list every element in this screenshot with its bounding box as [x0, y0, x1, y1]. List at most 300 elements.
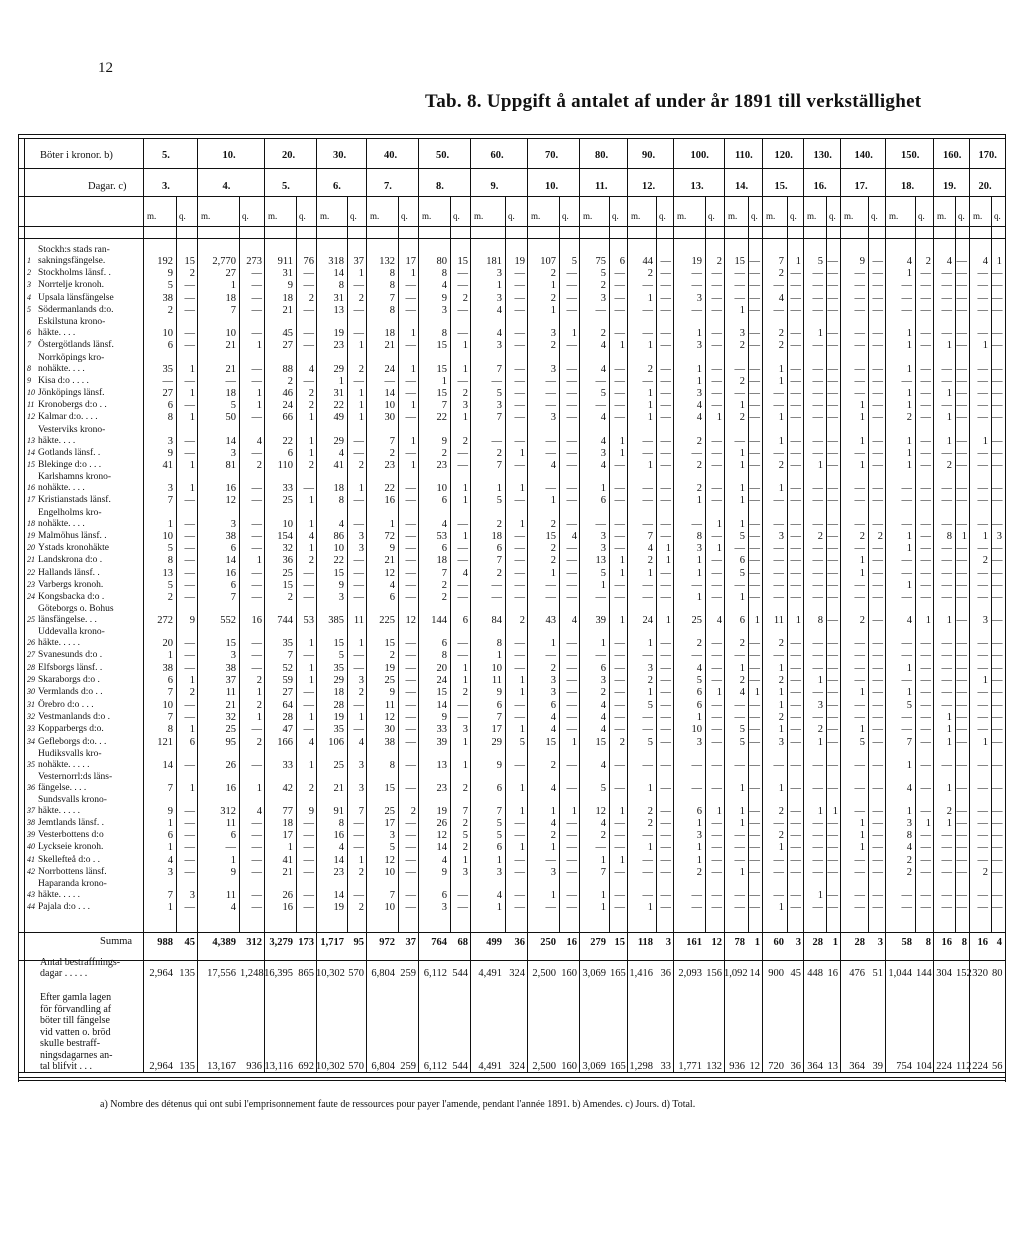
cell-q: 1	[308, 675, 314, 686]
cell-q: —	[790, 842, 801, 854]
bestraffning-q: 14	[749, 968, 760, 979]
cell-q: —	[711, 555, 722, 567]
cell-m: —	[977, 662, 988, 674]
cell-m: 1	[946, 387, 952, 399]
cell-m: 1	[906, 340, 912, 352]
cell-q: 12	[405, 615, 416, 627]
cell-m: 84	[491, 615, 502, 627]
row-label: Örebro d:o . . .	[38, 699, 94, 710]
cell-m: 2	[859, 615, 865, 627]
cell-m: 1	[906, 447, 912, 459]
cell-m: 2	[600, 830, 606, 842]
cell-m: 1	[859, 567, 865, 579]
cell-q: —	[184, 304, 195, 316]
cell-q: —	[711, 902, 722, 914]
cell-m: 4	[906, 256, 912, 267]
row-label-continued: nohäkte. . . .	[38, 518, 85, 529]
cell-q: —	[660, 592, 671, 604]
cell-m: —	[977, 890, 988, 902]
cell-q: —	[827, 699, 838, 711]
cell-q: —	[872, 292, 883, 304]
cell-q: —	[566, 867, 577, 878]
dagar-column-header: 5.	[282, 181, 290, 192]
cell-q: —	[827, 736, 838, 748]
cell-q: —	[956, 662, 967, 674]
cell-m: 1	[906, 400, 912, 412]
cell-m: 2	[496, 447, 502, 459]
bestraffning-label-continued: dagar . . . . .	[40, 968, 88, 979]
cell-m: —	[854, 363, 865, 375]
cell-m: 9	[230, 867, 236, 878]
cell-q: 1	[462, 495, 468, 507]
cell-q: —	[251, 304, 262, 316]
m-subheader: m.	[531, 211, 541, 221]
cell-m: 1	[946, 615, 952, 627]
row-label: Gotlands länsf. .	[38, 447, 101, 458]
cell-m: 1	[739, 460, 745, 471]
cell-q: —	[614, 268, 625, 279]
cell-m: 72	[384, 530, 395, 542]
cell-q: —	[711, 736, 722, 748]
cell-q: —	[514, 817, 525, 829]
cell-m: 8	[338, 280, 344, 292]
cell-m: —	[812, 854, 823, 866]
cell-m: 3	[600, 675, 606, 686]
cell-m: 21	[384, 555, 395, 567]
cell-m: 2	[778, 460, 784, 471]
cell-m: 8	[496, 638, 502, 650]
cell-m: 17	[282, 830, 293, 842]
cell-m: 25	[384, 675, 395, 686]
table-rule	[18, 168, 1006, 169]
cell-q: 1	[519, 483, 525, 495]
cell-m: —	[773, 854, 784, 866]
cell-q: —	[614, 830, 625, 842]
cell-q: —	[457, 280, 468, 292]
row-number: 24	[27, 592, 35, 602]
cell-m: 4	[647, 542, 653, 554]
cell-m: —	[545, 400, 556, 412]
cell-m: —	[691, 782, 702, 794]
cell-q: —	[992, 328, 1003, 340]
cell-q: 1	[571, 328, 577, 340]
row-number: 34	[27, 736, 35, 746]
cell-q: —	[457, 304, 468, 316]
summa-m: 764	[431, 937, 447, 948]
m-subheader: m.	[844, 211, 854, 221]
cell-q: —	[514, 867, 525, 878]
cell-q: 1	[189, 724, 195, 736]
cell-m: 1	[600, 902, 606, 914]
cell-q: —	[827, 867, 838, 878]
cell-m: 7	[167, 890, 173, 902]
cell-q: —	[660, 280, 671, 292]
row-number: 25	[27, 615, 35, 625]
cell-m: 2	[550, 268, 556, 279]
cell-m: —	[901, 711, 912, 723]
cell-q: —	[790, 579, 801, 591]
cell-q: —	[790, 412, 801, 424]
cell-q: —	[614, 782, 625, 794]
cell-m: —	[812, 817, 823, 829]
cell-m: 21	[225, 340, 236, 352]
cell-m: —	[642, 579, 653, 591]
cell-m: 28	[282, 711, 293, 723]
cell-m: —	[773, 280, 784, 292]
cell-q: —	[711, 699, 722, 711]
cell-m: 5	[600, 782, 606, 794]
cell-m: —	[691, 268, 702, 279]
cell-m: 9	[496, 759, 502, 771]
cell-m: 12	[384, 854, 395, 866]
cell-q: 1	[462, 736, 468, 748]
cell-q: —	[992, 890, 1003, 902]
cell-m: —	[642, 304, 653, 316]
cell-q: —	[827, 650, 838, 662]
cell-q: —	[711, 711, 722, 723]
cell-m: 26	[436, 817, 447, 829]
cell-q: —	[303, 567, 314, 579]
cell-m: 35	[333, 662, 344, 674]
cell-m: 7	[389, 435, 395, 447]
cell-m: —	[901, 280, 912, 292]
cell-q: —	[956, 711, 967, 723]
cell-q: —	[514, 711, 525, 723]
cell-m: 13	[162, 567, 173, 579]
cell-m: 13	[333, 304, 344, 316]
cell-q: 53	[303, 615, 314, 627]
cell-m: —	[812, 400, 823, 412]
cell-q: —	[660, 447, 671, 459]
summa-m: 4,389	[212, 937, 236, 948]
cell-m: 1	[906, 328, 912, 340]
cell-m: —	[545, 579, 556, 591]
cell-m: 7	[167, 782, 173, 794]
cell-m: 33	[282, 759, 293, 771]
cell-m: 2	[550, 759, 556, 771]
cell-m: 32	[282, 542, 293, 554]
cell-m: 15	[436, 363, 447, 375]
cell-q: —	[956, 280, 967, 292]
row-label: Norrbottens länsf.	[38, 867, 107, 877]
cell-q: —	[566, 542, 577, 554]
cell-q: —	[514, 328, 525, 340]
cell-m: —	[491, 435, 502, 447]
cell-q: —	[303, 483, 314, 495]
m-subheader: m.	[320, 211, 330, 221]
cell-m: 18	[333, 687, 344, 699]
summa-q: 4	[996, 937, 1002, 948]
bestraffning-m: 320	[972, 968, 988, 979]
cell-m: 7	[778, 256, 784, 267]
cell-m: 7	[389, 890, 395, 902]
cell-q: —	[566, 495, 577, 507]
cell-m: 1	[696, 375, 702, 387]
cell-q: —	[827, 363, 838, 375]
cell-m: —	[734, 579, 745, 591]
cell-q: —	[711, 867, 722, 878]
cell-q: 1	[716, 805, 722, 817]
cell-q: —	[749, 363, 760, 375]
cell-m: 1	[496, 483, 502, 495]
row-number: 41	[27, 854, 35, 864]
cell-q: —	[184, 867, 195, 878]
cell-q: —	[749, 400, 760, 412]
cell-q: 2	[189, 687, 195, 699]
cell-q: —	[184, 375, 195, 387]
row-number: 36	[27, 782, 35, 792]
cell-q: —	[920, 662, 931, 674]
cell-m: 50	[225, 412, 236, 424]
cell-q: —	[405, 736, 416, 748]
cell-q: —	[405, 518, 416, 530]
cell-q: —	[827, 280, 838, 292]
cell-q: 1	[358, 854, 364, 866]
cell-m: 4	[338, 518, 344, 530]
cell-q: —	[827, 375, 838, 387]
cell-m: 2	[550, 542, 556, 554]
cell-m: 16	[225, 567, 236, 579]
cell-m: 132	[379, 256, 395, 267]
cell-m: 1	[739, 483, 745, 495]
cell-m: 24	[384, 363, 395, 375]
cell-m: 385	[328, 615, 344, 627]
cell-m: 6	[696, 805, 702, 817]
cell-m: 318	[328, 256, 344, 267]
cell-q: —	[514, 292, 525, 304]
cell-m: 1	[647, 567, 653, 579]
cell-q: —	[827, 638, 838, 650]
cell-m: 9	[441, 435, 447, 447]
cell-m: 1	[600, 890, 606, 902]
cell-m: —	[642, 592, 653, 604]
efter-m: 224	[936, 1061, 952, 1072]
cell-m: —	[491, 579, 502, 591]
cell-q: —	[827, 724, 838, 736]
cell-q: 9	[189, 615, 195, 627]
summa-m: 118	[637, 937, 653, 948]
cell-q: —	[614, 759, 625, 771]
cell-q: —	[184, 555, 195, 567]
cell-q: —	[514, 662, 525, 674]
cell-q: —	[992, 650, 1003, 662]
bestraffning-label: Antal bestraffnings-	[40, 957, 121, 968]
cell-q: —	[303, 592, 314, 604]
cell-m: 47	[282, 724, 293, 736]
cell-q: 4	[571, 615, 577, 627]
cell-m: 4	[600, 759, 606, 771]
cell-q: —	[711, 375, 722, 387]
cell-q: —	[660, 400, 671, 412]
cell-m: 6	[389, 592, 395, 604]
cell-q: —	[711, 483, 722, 495]
cell-m: 4	[600, 435, 606, 447]
cell-m: —	[977, 592, 988, 604]
cell-m: 1	[906, 460, 912, 471]
cell-m: 1	[906, 662, 912, 674]
cell-q: 1	[462, 412, 468, 424]
cell-q: —	[614, 662, 625, 674]
cell-q: 19	[514, 256, 525, 267]
table-border-right	[1005, 134, 1006, 1082]
cell-m: 3	[696, 292, 702, 304]
row-label: Kronobergs d:o . .	[38, 400, 107, 411]
row-label: Jemtlands länsf. .	[38, 817, 104, 828]
cell-m: —	[941, 483, 952, 495]
cell-m: 3	[338, 592, 344, 604]
cell-q: —	[920, 495, 931, 507]
cell-m: —	[901, 592, 912, 604]
cell-q: —	[251, 662, 262, 674]
cell-q: —	[872, 890, 883, 902]
summa-m: 972	[379, 937, 395, 948]
cell-q: 1	[189, 412, 195, 424]
cell-m: —	[854, 711, 865, 723]
cell-m: 4	[550, 782, 556, 794]
row-number: 3	[27, 280, 31, 290]
cell-m: 19	[436, 805, 447, 817]
cell-m: —	[691, 650, 702, 662]
cell-q: 1	[519, 724, 525, 736]
q-subheader: q.	[659, 211, 666, 221]
m-subheader: m.	[766, 211, 776, 221]
cell-q: —	[827, 530, 838, 542]
cell-q: —	[956, 567, 967, 579]
cell-m: 26	[225, 759, 236, 771]
cell-q: 6	[619, 256, 625, 267]
cell-q: —	[660, 268, 671, 279]
cell-m: 86	[333, 530, 344, 542]
cell-q: —	[749, 340, 760, 352]
cell-q: —	[405, 699, 416, 711]
cell-q: —	[749, 662, 760, 674]
cell-m: 1	[696, 817, 702, 829]
cell-q: —	[251, 567, 262, 579]
cell-q: —	[992, 460, 1003, 471]
cell-m: —	[734, 542, 745, 554]
row-label: Upsala länsfängelse	[38, 292, 114, 303]
cell-m: 2	[496, 518, 502, 530]
cell-m: 2	[550, 830, 556, 842]
cell-q: —	[749, 280, 760, 292]
cell-m: 16	[384, 495, 395, 507]
cell-q: —	[614, 890, 625, 902]
row-label: Elfsborgs länsf. .	[38, 662, 103, 673]
cell-q: —	[614, 530, 625, 542]
cell-m: 4	[600, 412, 606, 424]
cell-q: —	[992, 268, 1003, 279]
cell-m: 7	[287, 650, 293, 662]
cell-q: —	[920, 518, 931, 530]
cell-q: —	[251, 902, 262, 914]
cell-q: —	[920, 567, 931, 579]
bestraffning-m: 2,500	[532, 968, 556, 979]
cell-m: —	[941, 280, 952, 292]
cell-m: 95	[225, 736, 236, 748]
cell-q: —	[711, 650, 722, 662]
cell-m: —	[854, 268, 865, 279]
cell-m: —	[812, 495, 823, 507]
cell-q: —	[872, 495, 883, 507]
cell-m: 6	[230, 830, 236, 842]
cell-q: —	[790, 687, 801, 699]
cell-m: —	[854, 495, 865, 507]
cell-m: 166	[277, 736, 293, 748]
cell-q: —	[749, 782, 760, 794]
cell-m: 12	[225, 495, 236, 507]
cell-q: —	[514, 387, 525, 399]
row-number: 33	[27, 724, 35, 734]
row-label: Kisa d:o . . . .	[38, 375, 89, 386]
cell-m: 1	[859, 412, 865, 424]
cell-q: —	[614, 495, 625, 507]
cell-m: 3	[230, 518, 236, 530]
cell-m: 12	[436, 830, 447, 842]
cell-q: —	[251, 483, 262, 495]
cell-q: —	[251, 842, 262, 854]
cell-q: —	[184, 817, 195, 829]
cell-m: 19	[384, 662, 395, 674]
cell-m: 5	[817, 256, 823, 267]
cell-q: —	[992, 638, 1003, 650]
cell-m: 38	[225, 662, 236, 674]
cell-m: 9	[441, 867, 447, 878]
cell-m: 3	[696, 340, 702, 352]
bestraffning-m: 2,093	[678, 968, 702, 979]
cell-q: —	[749, 711, 760, 723]
cell-m: 1	[906, 805, 912, 817]
cell-m: 23	[436, 782, 447, 794]
cell-m: 6	[496, 782, 502, 794]
table-rule	[18, 1077, 1006, 1078]
cell-m: 744	[277, 615, 293, 627]
cell-m: —	[854, 854, 865, 866]
cell-m: —	[854, 699, 865, 711]
cell-q: 1	[358, 268, 364, 279]
cell-m: 2	[778, 328, 784, 340]
row-number: 32	[27, 711, 35, 721]
bestraffning-m: 10,302	[316, 968, 345, 979]
cell-m: 31	[333, 292, 344, 304]
cell-m: 1	[817, 890, 823, 902]
cell-q: —	[660, 328, 671, 340]
cell-q: —	[566, 447, 577, 459]
cell-m: —	[854, 304, 865, 316]
cell-m: 1	[946, 736, 952, 748]
cell-q: —	[566, 842, 577, 854]
footnote: a) Nombre des détenus qui ont subi l'emprisonnement faute de ressources pour payer l'amende, pendant l'année 1891. b) Amendes. c) Jours. d) Total.	[100, 1099, 696, 1110]
cell-q: —	[956, 675, 967, 686]
cell-q: 1	[462, 759, 468, 771]
cell-m: 8	[441, 268, 447, 279]
cell-q: —	[660, 530, 671, 542]
cell-m: 25	[282, 495, 293, 507]
cell-m: —	[773, 400, 784, 412]
cell-m: 6	[696, 699, 702, 711]
q-subheader: q.	[299, 211, 306, 221]
cell-m: —	[642, 280, 653, 292]
cell-q: —	[457, 518, 468, 530]
cell-m: 46	[282, 387, 293, 399]
cell-q: —	[614, 699, 625, 711]
cell-q: —	[711, 759, 722, 771]
cell-m: 18	[333, 483, 344, 495]
cell-q: —	[353, 842, 364, 854]
cell-q: —	[457, 699, 468, 711]
q-subheader: q.	[790, 211, 797, 221]
cell-m: 2	[778, 711, 784, 723]
cell-m: —	[977, 830, 988, 842]
